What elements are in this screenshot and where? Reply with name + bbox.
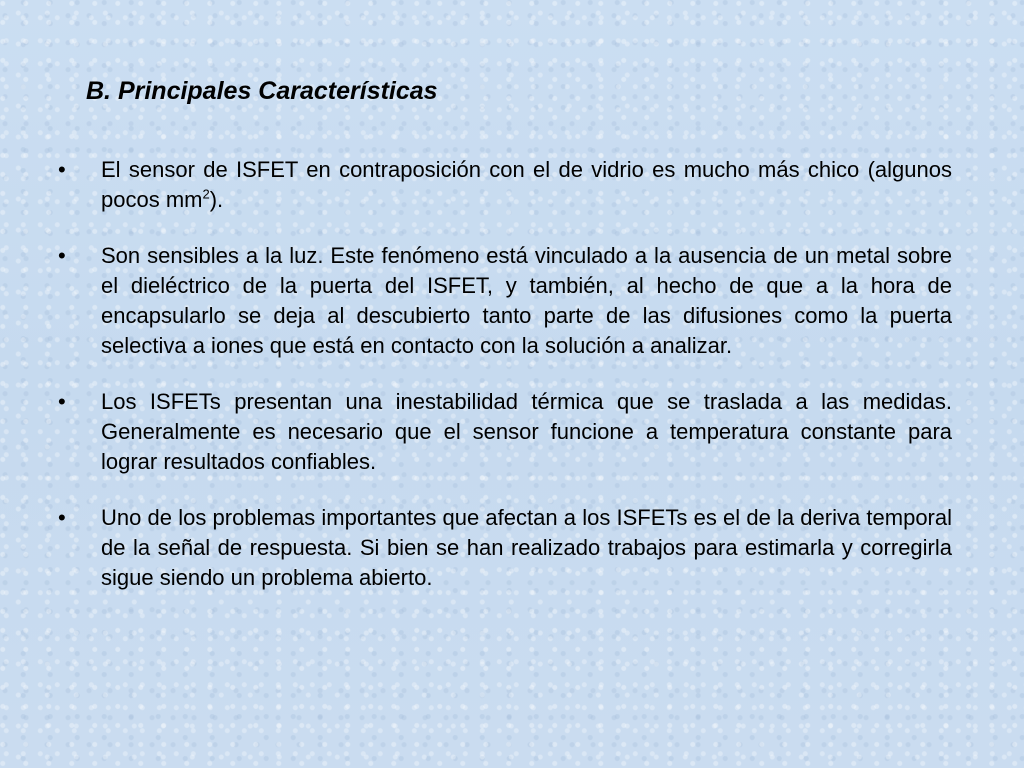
bullet-text: Son sensibles a la luz. Este fenómeno está vinculado a la ausencia de un metal sobre el dieléctrico de la puerta del ISFET, y también, al hecho de que a la hora de encapsularlo se deja al descubierto tanto parte de las difusiones como la puerta selectiva a iones que está en contacto con la solución a analizar. bbox=[101, 243, 952, 358]
bullet-icon: • bbox=[58, 157, 66, 182]
bullet-icon: • bbox=[58, 505, 66, 530]
bullet-item-size bbox=[58, 155, 952, 215]
bullet-text-end: ). bbox=[209, 187, 224, 212]
superscript: 2 bbox=[202, 186, 210, 202]
bullet-list bbox=[58, 155, 952, 619]
slide-heading: B. Principales Características bbox=[86, 77, 438, 105]
bullet-text: Los ISFETs presentan una inestabilidad térmica que se traslada a las medidas. Generalmente es necesario que el sensor funcione a temperatura constante para lograr resultados confiables. bbox=[101, 389, 952, 474]
bullet-item-thermal bbox=[58, 387, 952, 477]
bullet-item-light bbox=[58, 241, 952, 361]
bullet-text: Uno de los problemas importantes que afectan a los ISFETs es el de la deriva temporal de la señal de respuesta. Si bien se han realizado trabajos para estimarla y corregirla sigue siendo un problema abierto. bbox=[101, 505, 952, 590]
bullet-item-drift bbox=[58, 503, 952, 593]
bullet-text: El sensor de ISFET en contraposición con el de vidrio es mucho más chico (algunos pocos mm bbox=[101, 157, 952, 212]
bullet-icon: • bbox=[58, 389, 66, 414]
bullet-icon: • bbox=[58, 243, 66, 268]
